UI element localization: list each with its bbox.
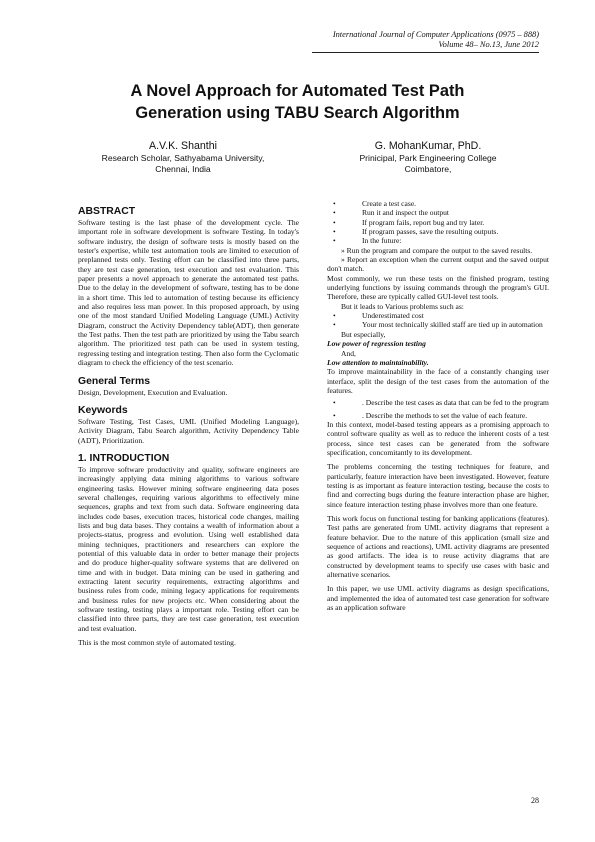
paragraph: » Report an exception when the current output and the saved output don't match. <box>327 255 549 274</box>
paragraph: » Run the program and compare the output to the saved results. <box>341 245 533 255</box>
subheading: Low attention to maintainability. <box>327 357 429 367</box>
author-1 <box>68 139 298 175</box>
abstract-text: Software testing is the last phase of the development cycle. The important role in software development is software Testing. In today's software industry, the design of software tests is mostly based on the tester's expertise, while test automation tools are limited to execution of preplanned tests only. Testing effort can be classified into three parts, they are test case generation, test execution and test evaluation. This paper presents a novel approach to generate the automated test paths. Due to the delay in the development of software, testing has to be done in a short time. This led to automation of testing because its efficiency and also requires less man power. In this proposed approach, by using one of the most standard Unified Modeling Language (UML) Activity Diagram, construct the Activity Dependency table(ADT), then generate the Test paths. Then the test path are prioritized by using the Tabu search algorithm. The prioritized test path can be used in system testing, regressing testing and integration testing. Then also form the Cyclomatic diagram to check the efficiency of the test scenario. <box>78 218 299 368</box>
paragraph: But especially, <box>341 329 386 339</box>
paragraph: But it leads to Various problems such as: <box>341 301 464 311</box>
author-affiliation: Prinicipal, Park Engineering College <box>359 153 497 163</box>
abstract-heading: ABSTRACT <box>78 206 136 217</box>
right-column <box>327 199 549 612</box>
paragraph: In this paper, we use UML activity diagrams as design specifications, and implemented the idea of automated test case generation for software as an application software <box>327 584 549 613</box>
author-location: Coimbatore, <box>404 164 452 174</box>
page-number: 28 <box>531 796 539 805</box>
list-item: • Create a test case. <box>327 199 549 208</box>
journal-name: International Journal of Computer Applications (0975 – 888) <box>332 30 539 39</box>
paragraph: To improve maintainability in the face of a constantly changing user interface, split the design of the test cases from the automation of the features. <box>327 367 549 395</box>
author-affiliation: Research Scholar, Sathyabama University, <box>101 153 265 163</box>
list-item: • Underestimated cost <box>327 311 549 320</box>
subheading: Low power of regression testing <box>327 339 426 349</box>
list-item: • In the future: <box>327 236 549 245</box>
paragraph: In this context, model-based testing appears as a promising approach to control software quality as well as to reduce the inherent costs of a test process, since test cases can be generated from the software specification, concomitantly to its development. <box>327 419 549 457</box>
paragraph: And, <box>341 348 356 358</box>
introduction-heading: 1. INTRODUCTION <box>78 452 170 464</box>
list-item: • . Describe the test cases as data that can be fed to the program <box>327 398 549 407</box>
general-terms-heading: General Terms <box>78 375 150 387</box>
keywords-text: Software Testing, Test Cases, UML (Unified Modeling Language), Activity Diagram, Tabu Search algorithm, Activity Dependency Table (ADT), Prioritization. <box>78 416 299 445</box>
author-name: G. MohanKumar, PhD. <box>374 140 482 152</box>
list-item: • If program passes, save the resulting outputs. <box>327 227 549 236</box>
introduction-paragraph: This is the most common style of automated testing. <box>78 638 236 648</box>
author-location: Chennai, India <box>155 164 211 174</box>
keywords-heading: Keywords <box>78 404 128 416</box>
list-item: • Run it and inspect the output <box>327 208 549 217</box>
paper-title <box>40 80 555 124</box>
author-name: A.V.K. Shanthi <box>149 140 217 152</box>
list-item: • Your most technically skilled staff are tied up in automation <box>327 320 549 329</box>
paper-title-line2: Generation using TABU Search Algorithm <box>135 104 460 122</box>
author-2 <box>313 139 543 175</box>
paragraph: The problems concerning the testing techniques for feature, and particularly, feature interaction have been investigated. However, feature testing is as important as feature interaction testing, because the costs to find and correcting bugs during the feature interaction phase are higher, since feature interaction testing phase involves more than one feature. <box>327 462 549 509</box>
paper-title-line1: A Novel Approach for Automated Test Path <box>130 82 465 100</box>
introduction-paragraph: To improve software productivity and quality, software engineers are increasingly applying data mining algorithms to various software engineering tasks. However mining software engineering data poses several challenges, requiring various algorithms to effectively mine sequences, graphs and text from such data. Software engineering data includes code bases, execution traces, historical code changes, mailing lists and bug data bases. They contains a wealth of information about a projects-status, progress and evolution. Using well established data mining techniques, practitioners and researchers can explore the potential of this valuable data in order to better manage their projects and do produce higher-quality software systems that are delivered on time and with in budget. Data mining can be used in gathering and extracting latent security requirements, extracting algorithms and business rules from code, mining legacy applications for requirements and business rules for new projects etc. When considering about the software testing, testing plays a important role. Testing effort can be classified into three parts, they are test case generation, test execution and test evaluation. <box>78 464 299 633</box>
general-terms-text: Design, Development, Execution and Evaluation. <box>78 387 228 397</box>
journal-header <box>333 30 539 50</box>
left-column <box>78 205 299 647</box>
paragraph: This work focus on functional testing for banking applications (features). Test paths are generated from UML activity diagrams that represent a feature behavior. Due to the nature of this application (small size and sequence of actions and reactions), UML activity diagrams are presented as good artifacts. The idea is to reuse activity diagrams that are constructed by development teams to specify use cases with basic and alternative scenarios. <box>327 514 549 580</box>
paragraph: Most commonly, we run these tests on the finished program, testing underlying functions by issuing commands through the program's GUI. Therefore, these are typically called GUI-level test tools. <box>327 273 549 302</box>
list-item: • . Describe the methods to set the value of each feature. <box>327 411 549 420</box>
list-item: • If program fails, report bug and try later. <box>327 218 549 227</box>
journal-volume: Volume 48– No.13, June 2012 <box>438 40 539 49</box>
header-rule <box>312 52 539 53</box>
